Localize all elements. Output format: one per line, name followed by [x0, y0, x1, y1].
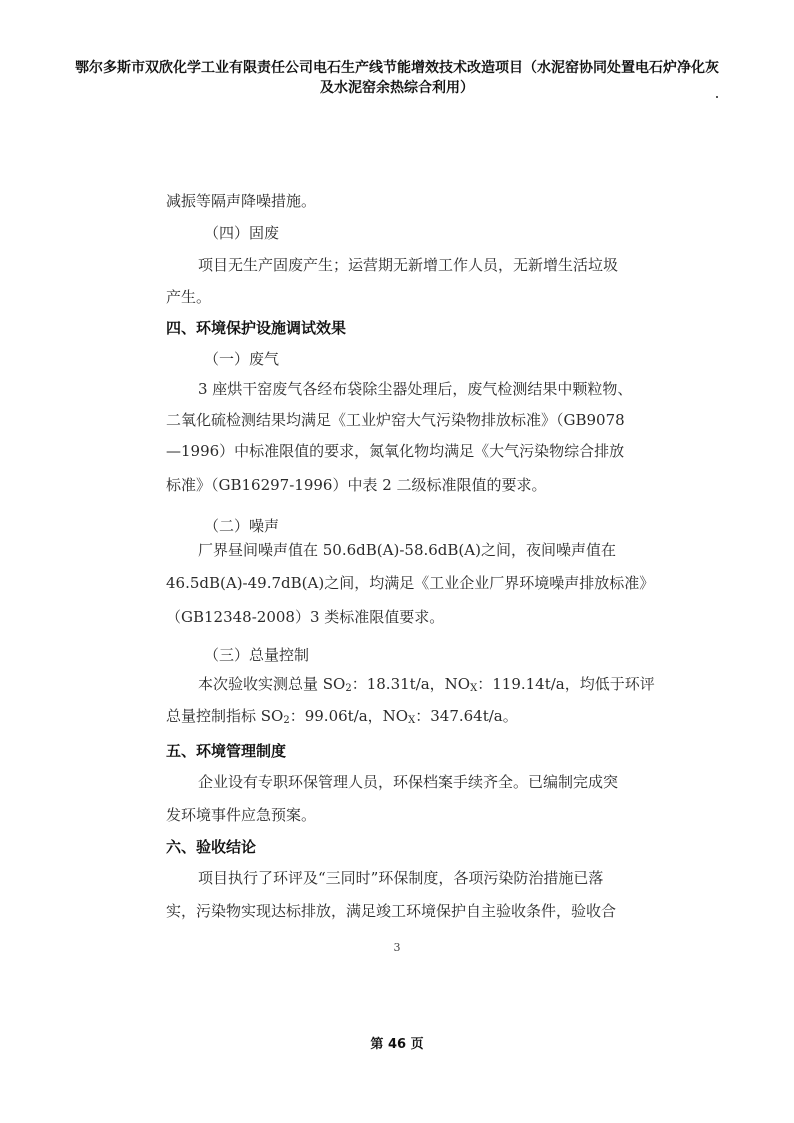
body-line: 46.5dB(A)-49.7dB(A)之间，均满足《工业企业厂界环境噪声排放标准》 — [166, 574, 655, 592]
body-line: 项目执行了环评及“三同时”环保制度，各项污染防治措施已落 — [198, 869, 604, 887]
header-line-2: 及水泥窑余热综合利用） — [320, 80, 474, 96]
body-line: 发环境事件应急预案。 — [166, 806, 317, 824]
subheading-exhaust-gas: （一）废气 — [204, 350, 280, 368]
header-line-1: 鄂尔多斯市双欣化学工业有限责任公司电石生产线节能增效技术改造项目（水泥窑协同处置电石炉净化灰 — [75, 60, 719, 76]
body-line: 减振等隔声降噪措施。 — [166, 192, 317, 210]
body-line: 本次验收实测总量 $SO_2$：18.31t/a，$NO_X$：119.14t/a，均低于环评 — [198, 675, 655, 694]
section-heading-4: 四、环境保护设施调试效果 — [166, 319, 347, 337]
body-line: 厂界昼间噪声值在 50.6dB(A)-58.6dB(A)之间，夜间噪声值在 — [198, 541, 616, 559]
body-line: 3 座烘干窑废气各经布袋除尘器处理后，废气检测结果中颗粒物、 — [198, 380, 633, 398]
document-header — [40, 58, 754, 98]
body-line: 企业设有专职环保管理人员，环保档案手续齐全。已编制完成突 — [198, 773, 619, 791]
body-line: 二氧化硫检测结果均满足《工业炉窑大气污染物排放标准》（GB9078 — [166, 411, 625, 429]
section-heading-5: 五、环境管理制度 — [166, 742, 287, 760]
body-line: 实，污染物实现达标排放，满足竣工环境保护自主验收条件，验收合 — [166, 902, 617, 920]
body-line: 项目无生产固废产生；运营期无新增工作人员，无新增生活垃圾 — [198, 256, 619, 274]
body-line: 总量控制指标 $SO_2$：99.06t/a，$NO_X$：347.64t/a。 — [166, 707, 518, 726]
subheading-solid-waste: （四）固废 — [204, 224, 280, 242]
section-heading-6: 六、验收结论 — [166, 838, 257, 856]
subheading-total-control: （三）总量控制 — [204, 646, 310, 664]
scan-speck — [716, 96, 718, 98]
body-line: 产生。 — [166, 288, 212, 306]
subheading-noise: （二）噪声 — [204, 517, 280, 535]
body-line: 标准》（GB16297-1996）中表 2 二级标准限值的要求。 — [166, 476, 547, 494]
body-line: —1996）中标准限值的要求，氮氧化物均满足《大气污染物综合排放 — [166, 442, 625, 460]
body-line: （GB12348-2008）3 类标准限值要求。 — [166, 608, 445, 626]
outer-page-number: 第 46 页 — [370, 1037, 424, 1052]
inner-page-number: 3 — [393, 941, 401, 954]
